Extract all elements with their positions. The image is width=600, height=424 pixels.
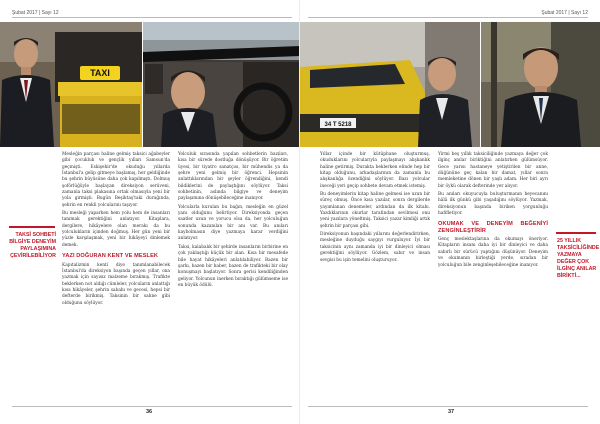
photo-driver-portrait (481, 22, 600, 147)
paragraph: Bu mesleği yaparken hem yolu hem de insanları tanımak gerektiğini anlatıyor. Kitaplara, dergilere, hikâyelere olan merakı da bu yolculukların içinden doğmuş. Her gün yeni bir yüzle karşılaşmak, yeni bir hikâyeyi dinlemek demek. (62, 211, 170, 248)
right-page-column-1 (320, 152, 430, 264)
pullquote-left-rule (9, 226, 55, 228)
paragraph: Genç meslektaşlarına da okumayı öneriyor. Kitapların insanı daha iyi bir dinleyici ve daha sabırlı bir sürücü yaptığını düşünüyor. Deneyim ve okumanın birleştiği yerde, sıradan bir yolculuğun bile zenginleşebileceğine inanıyor. (438, 237, 548, 268)
left-page-column-2 (178, 152, 288, 289)
paragraph: Yirmi beş yıllık taksiciliğinde yazmaya değer çok ilginç anılar biriktiğini anlatırken gülümsüyor. Gece yarısı hastaneye yetiştirilen bir anne, düğününe geç kalan bir damat, yıllar sonra memleketine dönen bir yaşlı adam. Her biri ayrı bir öykü olarak defterinde yer alıyor. (438, 152, 548, 189)
left-footer-rule (12, 406, 292, 407)
section-subheading: OKUMAK VE DENEYİM BEĞENİYİ ZENGİNLEŞTİRİR (438, 221, 548, 234)
taxi-sign-text: TAXI (90, 68, 110, 78)
left-page-column-1 (62, 152, 170, 307)
section-subheading: YAZI DOĞURAN KENT VE MESLEK (62, 253, 159, 260)
right-header-rule (308, 17, 588, 18)
right-page (300, 0, 600, 424)
right-page-column-2 (438, 152, 548, 269)
paragraph: Taksi, kalabalık bir şehirde insanların birbirine en çok yaklaştığı küçük bir alan. Kısa bir mesafede bile hayat hikâyeleri anlatılabiliyor. Bazen bir şarkı, bazen bir haber, bazen de trafikteki bir olay konuşmayı başlatıyor. Sonra gerisi kendiliğinden geliyor. Yolcunun inerken bıraktığı gülümseme ise en büyük ödülü. (178, 244, 288, 288)
photo-driver-window (143, 22, 300, 147)
page-number-left: 36 (146, 409, 153, 415)
left-header-rule (12, 17, 292, 18)
paragraph: Yıllar içinde bir kütüphane oluşturmuş, okuduklarını yolcularıyla paylaşmayı alışkanlık haline getirmiş. Durakta beklerken elinde hep bir kitap olduğunu, arkadaşlarının da zamanla bu alışkanlığa özendiğini söylüyor. Bazı yolcular ineceği yeri geçip sohbete devam etmek istemiş. (320, 152, 430, 189)
photo-driver-taxi (0, 22, 142, 147)
left-header: Şubat 2017 | Sayı 12 (12, 10, 59, 16)
paragraph: Mesleğin parçası haline gelmiş taksici ağabeyler gibi çocukluk ve gençlik yılları Samsun'da geçmişti. Eskişehir'de okuduğu yıllarda İstanbul'a gelip gitmeye başlamış, her geldiğinde bu şehrin büyüsüne daha çok kapılmıştı. Dolmuş şoförlüğüyle başlayan direksiyon serüveni, zamanla taksi plakasına ortak olmasıyla yeni bir yola girmişti. Bugün Beşiktaş'taki durağında, şehrin en renkli yolcularını taşıyor. (62, 152, 170, 208)
pullquote-left: TAKSİ SOHBETİ BİLGİYE DENEYİM PAYLAŞIMINA ÇEVİRİLEBİLİYOR (9, 232, 56, 259)
pullquote-right: 25 YILLIK TAKSİCİLİĞİNDE YAZMAYA DEĞER ÇOK İLGİNÇ ANILAR BİRİKTİ... (557, 238, 600, 279)
right-header: Şubat 2017 | Sayı 12 (541, 10, 588, 16)
paragraph: Bu deneyimlerin kitap haline gelmesi ise uzun bir süreç olmuş. Önce kısa yazılar, sonra dergilerde yayımlanan denemeler, ardından da ilk kitabı. Yazdıklarının okurlar tarafından sevilmesi onu yeni yazılara yöneltmiş. Taksici yazar kimliği artık şehrin bir parçası gibi. (320, 192, 430, 229)
right-footer-rule (308, 406, 588, 407)
paragraph: Yolculuk sırasında yapılan sohbetlerin bazıları, kısa bir sürede dostluğa dönüşüyor. Bir öğretim üyesi, bir tiyatro sanatçısı, bir mühendis ya da şehre yeni gelmiş bir öğrenci. Hepsinin anlattıklarından bir şeyler öğrendiğini, kendi bildiklerini de paylaştığını söylüyor. Taksi sohbetinin, aslında bilgiye ve deneyim paylaşımına dönüşebileceğine inanıyor. (178, 152, 288, 202)
license-plate-text: 34 T 5218 (324, 122, 352, 128)
page-number-right: 37 (448, 409, 455, 415)
paragraph: Bu anıları okuyucuyla buluşturmanın heyecanını hâlâ ilk günkü gibi yaşadığını söylüyor. Yazmak, direksiyonun başında biriken yorgunluğu hafifletiyor. (438, 192, 548, 217)
photo-taxi-driver-street (300, 22, 480, 147)
paragraph: Kapıtalizmin kenti diye tanımlanabilecek İstanbul'da direksiyon başında geçen yıllar, ona yazmak için sayısız malzeme bırakmış. Trafikte beklerken not aldığı cümleler, yolcuların anlattığı kısa hikâyeler, şehrin sabahı ve gecesi, hepsi bir defterde birikmiş. Taksinin bir sahne gibi olduğunu söylüyor. (62, 262, 170, 306)
pullquote-right-rule (556, 232, 596, 234)
paragraph: Yolcularla kurulan bu bağın, mesleğin en güzel yanı olduğunu belirtiyor. Direksiyonda geçen saatler uzun ve yorucu olsa da, her yolculuğun sonunda kazanılan bir anı var. Bu anıları kaybolmasın diye yazmaya karar verdiğini anlatıyor. (178, 204, 288, 242)
paragraph: Direksiyonun başındaki yıllarını değerlendirirken, mesleğine duyduğu saygıyı vurguluyor. İyi bir taksicinin aynı zamanda iyi bir dinleyici olması gerektiğini söylüyor. Gözlem, sabır ve insan sevgisi bu işin temelini oluşturuyor. (320, 232, 430, 263)
